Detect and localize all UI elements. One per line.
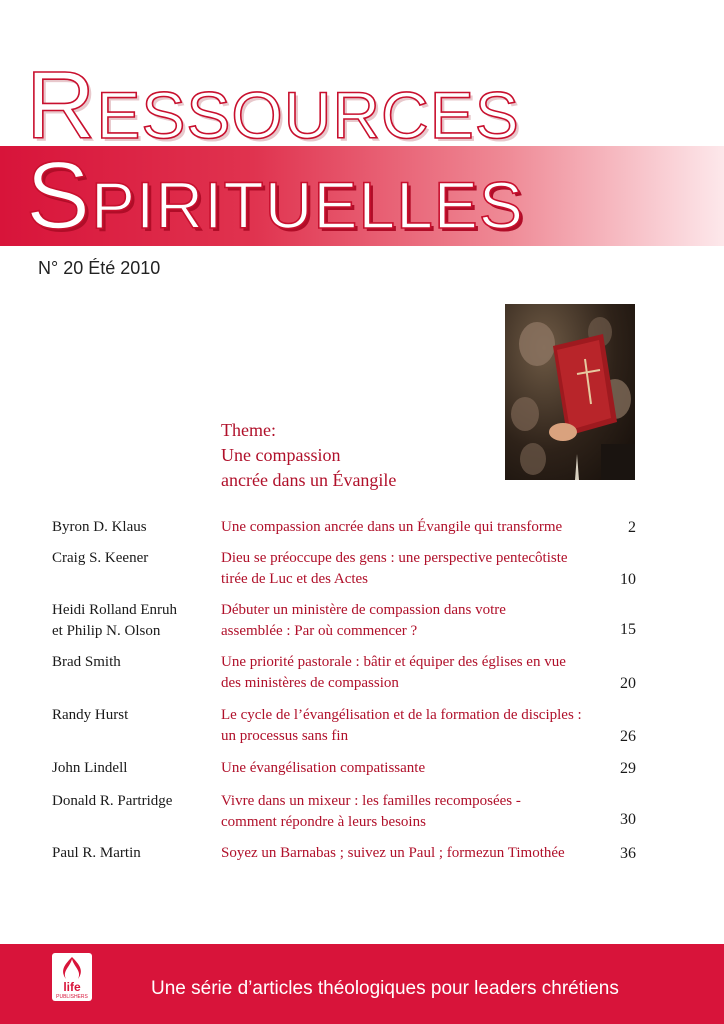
masthead-initial-r: R bbox=[26, 52, 97, 159]
toc-page: 30 bbox=[620, 811, 636, 828]
toc-page: 36 bbox=[620, 845, 636, 862]
publisher-logo bbox=[52, 953, 92, 1001]
toc-title: Soyez un Barnabas ; suivez un Paul ; formezun Timothée bbox=[221, 845, 565, 861]
masthead-line-1 bbox=[26, 52, 520, 159]
toc-author: Byron D. Klaus bbox=[52, 519, 147, 535]
theme-label: Theme: bbox=[221, 420, 276, 440]
toc-author: Randy Hurst bbox=[52, 707, 129, 723]
toc-page: 10 bbox=[620, 571, 636, 588]
toc-title: Le cycle de l’évangélisation et de la formation de disciples : un processus sans fin bbox=[221, 707, 582, 744]
toc-page: 29 bbox=[620, 760, 636, 777]
toc-title: Dieu se préoccupe des gens : une perspective pentecôtiste tirée de Luc et des Actes bbox=[221, 550, 568, 587]
logo-subtext: PUBLISHERS bbox=[56, 994, 88, 1000]
toc-title: Une priorité pastorale : bâtir et équiper des églises en vue des ministères de compassion bbox=[221, 654, 566, 691]
toc-author: Donald R. Partridge bbox=[52, 793, 173, 809]
theme-block bbox=[221, 418, 396, 493]
toc-title: Une évangélisation compatissante bbox=[221, 760, 426, 776]
issue-number: N° 20 Été 2010 bbox=[38, 258, 161, 278]
toc-title: Une compassion ancrée dans un Évangile qui transforme bbox=[221, 519, 563, 535]
cover-illustration bbox=[505, 304, 635, 480]
flame-icon bbox=[52, 953, 92, 1001]
masthead-initial-s: S bbox=[26, 142, 92, 249]
toc-author: Brad Smith bbox=[52, 654, 121, 670]
toc-page: 20 bbox=[620, 675, 636, 692]
masthead-word-1: ESSOURCES bbox=[96, 78, 520, 152]
theme-line-2: ancrée dans un Évangile bbox=[221, 470, 397, 490]
toc-page: 15 bbox=[620, 621, 636, 638]
toc-author: John Lindell bbox=[52, 760, 128, 776]
masthead-word-2: PIRITUELLES bbox=[91, 168, 524, 242]
footer-tagline: Une série d’articles théologiques pour leaders chrétiens bbox=[151, 978, 619, 999]
toc-author: Heidi Rolland Enruh et Philip N. Olson bbox=[52, 602, 177, 639]
theme-line-1: Une compassion bbox=[221, 445, 341, 465]
cover-illustration-art bbox=[505, 304, 635, 480]
toc-title: Débuter un ministère de compassion dans votre assemblée : Par où commencer ? bbox=[221, 602, 506, 639]
toc-author: Paul R. Martin bbox=[52, 845, 141, 861]
toc-page: 2 bbox=[628, 519, 636, 536]
toc-page: 26 bbox=[620, 728, 636, 745]
toc-author: Craig S. Keener bbox=[52, 550, 149, 566]
logo-text: life bbox=[63, 980, 81, 994]
toc-title: Vivre dans un mixeur : les familles recomposées - comment répondre à leurs besoins bbox=[221, 793, 521, 830]
masthead-line-2 bbox=[26, 142, 524, 249]
